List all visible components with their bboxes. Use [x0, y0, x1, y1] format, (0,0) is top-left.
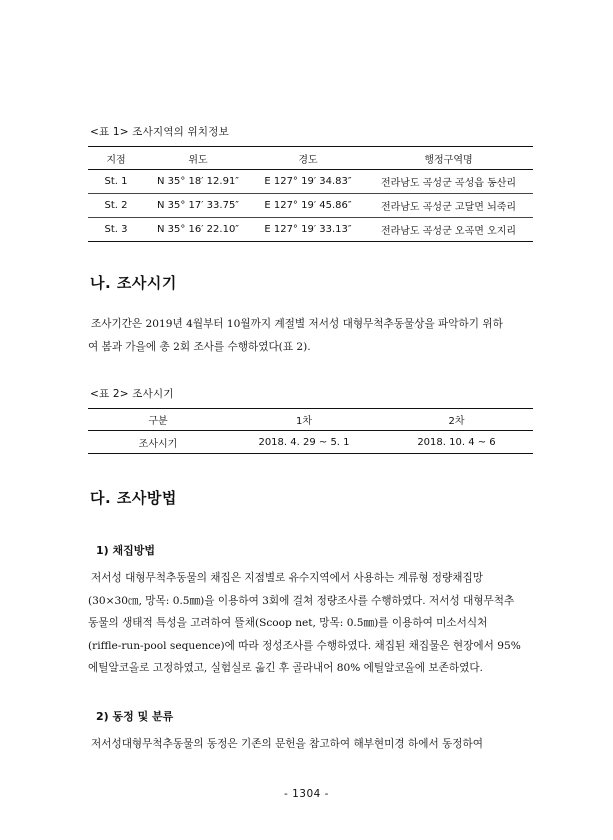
table-cell: N 35° 17′ 33.75″ — [144, 194, 252, 218]
table-cell: St. 3 — [88, 218, 144, 242]
header-cell: 행정구역명 — [364, 147, 533, 170]
header-cell: 경도 — [252, 147, 364, 170]
collection-method-paragraph — [88, 567, 535, 680]
paragraph-line: 여 봄과 가을에 총 2회 조사를 수행하였다(표 2). — [88, 340, 311, 353]
table-row — [88, 170, 533, 194]
section-heading-da: 다. 조사방법 — [90, 489, 177, 507]
table-cell: 전라남도 곡성군 고달면 뇌죽리 — [364, 194, 533, 218]
table-row — [88, 431, 533, 454]
table-header-row — [88, 409, 533, 431]
table-cell: E 127° 19′ 33.13″ — [252, 218, 364, 242]
paragraph-line: (30×30㎝, 망목: 0.5㎜)을 이용하여 3회에 걸쳐 정량조사를 수행하였다. 저서성 대형무척추 — [88, 594, 515, 607]
header-cell: 지점 — [88, 147, 144, 170]
table-row — [88, 218, 533, 242]
header-cell: 2차 — [380, 409, 533, 431]
paragraph-line: 동물의 생태적 특성을 고려하여 뜰채(Scoop net, 망목: 0.5㎜)를 이용하여 미소서식처 — [88, 617, 488, 629]
table-cell: St. 2 — [88, 194, 144, 218]
paragraph-line: 저서성 대형무척추동물의 채집은 지점별로 유수지역에서 사용하는 계류형 정량채집망 — [91, 572, 483, 584]
section-heading-na: 나. 조사시기 — [90, 274, 177, 292]
paragraph-line: 저서성대형무척추동물의 동정은 기존의 문헌을 참고하여 해부현미경 하에서 동정하여 — [91, 738, 483, 750]
subsection-heading-1: 1) 채집방법 — [96, 544, 156, 557]
location-table — [88, 146, 533, 242]
table-cell: 전라남도 곡성군 곡성읍 동산리 — [364, 170, 533, 194]
table2-caption: <표 2> 조사시기 — [90, 388, 174, 400]
paragraph-line: 에틸알코올로 고정하였고, 실험실로 옮긴 후 골라내어 80% 에틸알코올에 보존하였다. — [88, 662, 483, 674]
table-row — [88, 194, 533, 218]
table-cell: N 35° 16′ 22.10″ — [144, 218, 252, 242]
section-na-paragraph — [88, 313, 535, 358]
table-cell: E 127° 19′ 45.86″ — [252, 194, 364, 218]
survey-period-table — [88, 408, 533, 454]
table-cell: N 35° 18′ 12.91″ — [144, 170, 252, 194]
table-cell: 조사시기 — [88, 431, 228, 454]
identification-paragraph — [88, 733, 535, 756]
table-header-row — [88, 147, 533, 170]
header-cell: 구분 — [88, 409, 228, 431]
paragraph-line: 조사기간은 2019년 4월부터 10월까지 계절별 저서성 대형무척추동물상을 파악하기 위하 — [91, 318, 503, 330]
header-cell: 1차 — [228, 409, 380, 431]
table-cell: 전라남도 곡성군 오곡면 오지리 — [364, 218, 533, 242]
subsection-heading-2: 2) 동정 및 분류 — [96, 710, 174, 723]
table-cell: 2018. 10. 4 ~ 6 — [380, 431, 533, 454]
table-cell: E 127° 19′ 34.83″ — [252, 170, 364, 194]
page-number: - 1304 - — [284, 788, 329, 800]
table1-caption: <표 1> 조사지역의 위치정보 — [90, 126, 229, 138]
header-cell: 위도 — [144, 147, 252, 170]
paragraph-line: (riffle-run-pool sequence)에 따라 정성조사를 수행하였다. 채집된 채집물은 현장에서 95% — [88, 639, 521, 652]
table-cell: St. 1 — [88, 170, 144, 194]
table-cell: 2018. 4. 29 ~ 5. 1 — [228, 431, 380, 454]
